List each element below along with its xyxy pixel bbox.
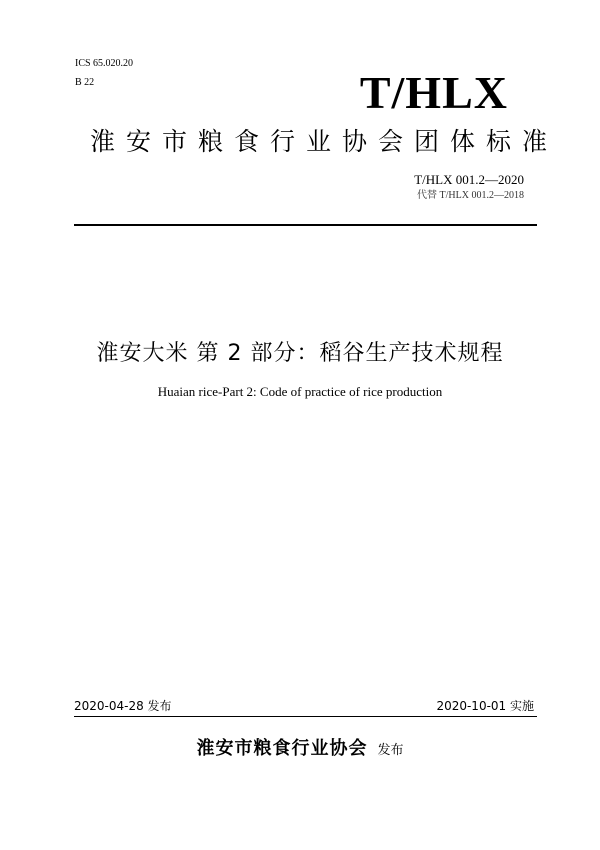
ics-code: ICS 65.020.20 <box>75 58 134 69</box>
implement-date: 2020-10-01 实施 <box>436 699 534 713</box>
ccs-code: B 22 <box>75 77 95 88</box>
footer-divider <box>74 716 537 717</box>
standard-number: T/HLX 001.2—2020 <box>414 172 524 187</box>
document-title-english: Huaian rice-Part 2: Code of practice of rice production <box>157 384 443 399</box>
issuer-line <box>0 736 600 764</box>
organization-standard-title: 淮安市粮食行业协会团体标准 <box>90 127 559 156</box>
header-divider <box>74 224 537 226</box>
standard-mark: T/HLX <box>359 67 508 118</box>
publish-date: 2020-04-28 发布 <box>74 699 172 713</box>
issuer-suffix: 发布 <box>377 743 404 758</box>
issuer-name: 淮安市粮食行业协会 <box>196 738 368 759</box>
document-title-chinese: 淮安大米 第 2 部分：稻谷生产技术规程 <box>96 341 504 366</box>
replaces-note: 代替 T/HLX 001.2—2018 <box>417 190 524 201</box>
